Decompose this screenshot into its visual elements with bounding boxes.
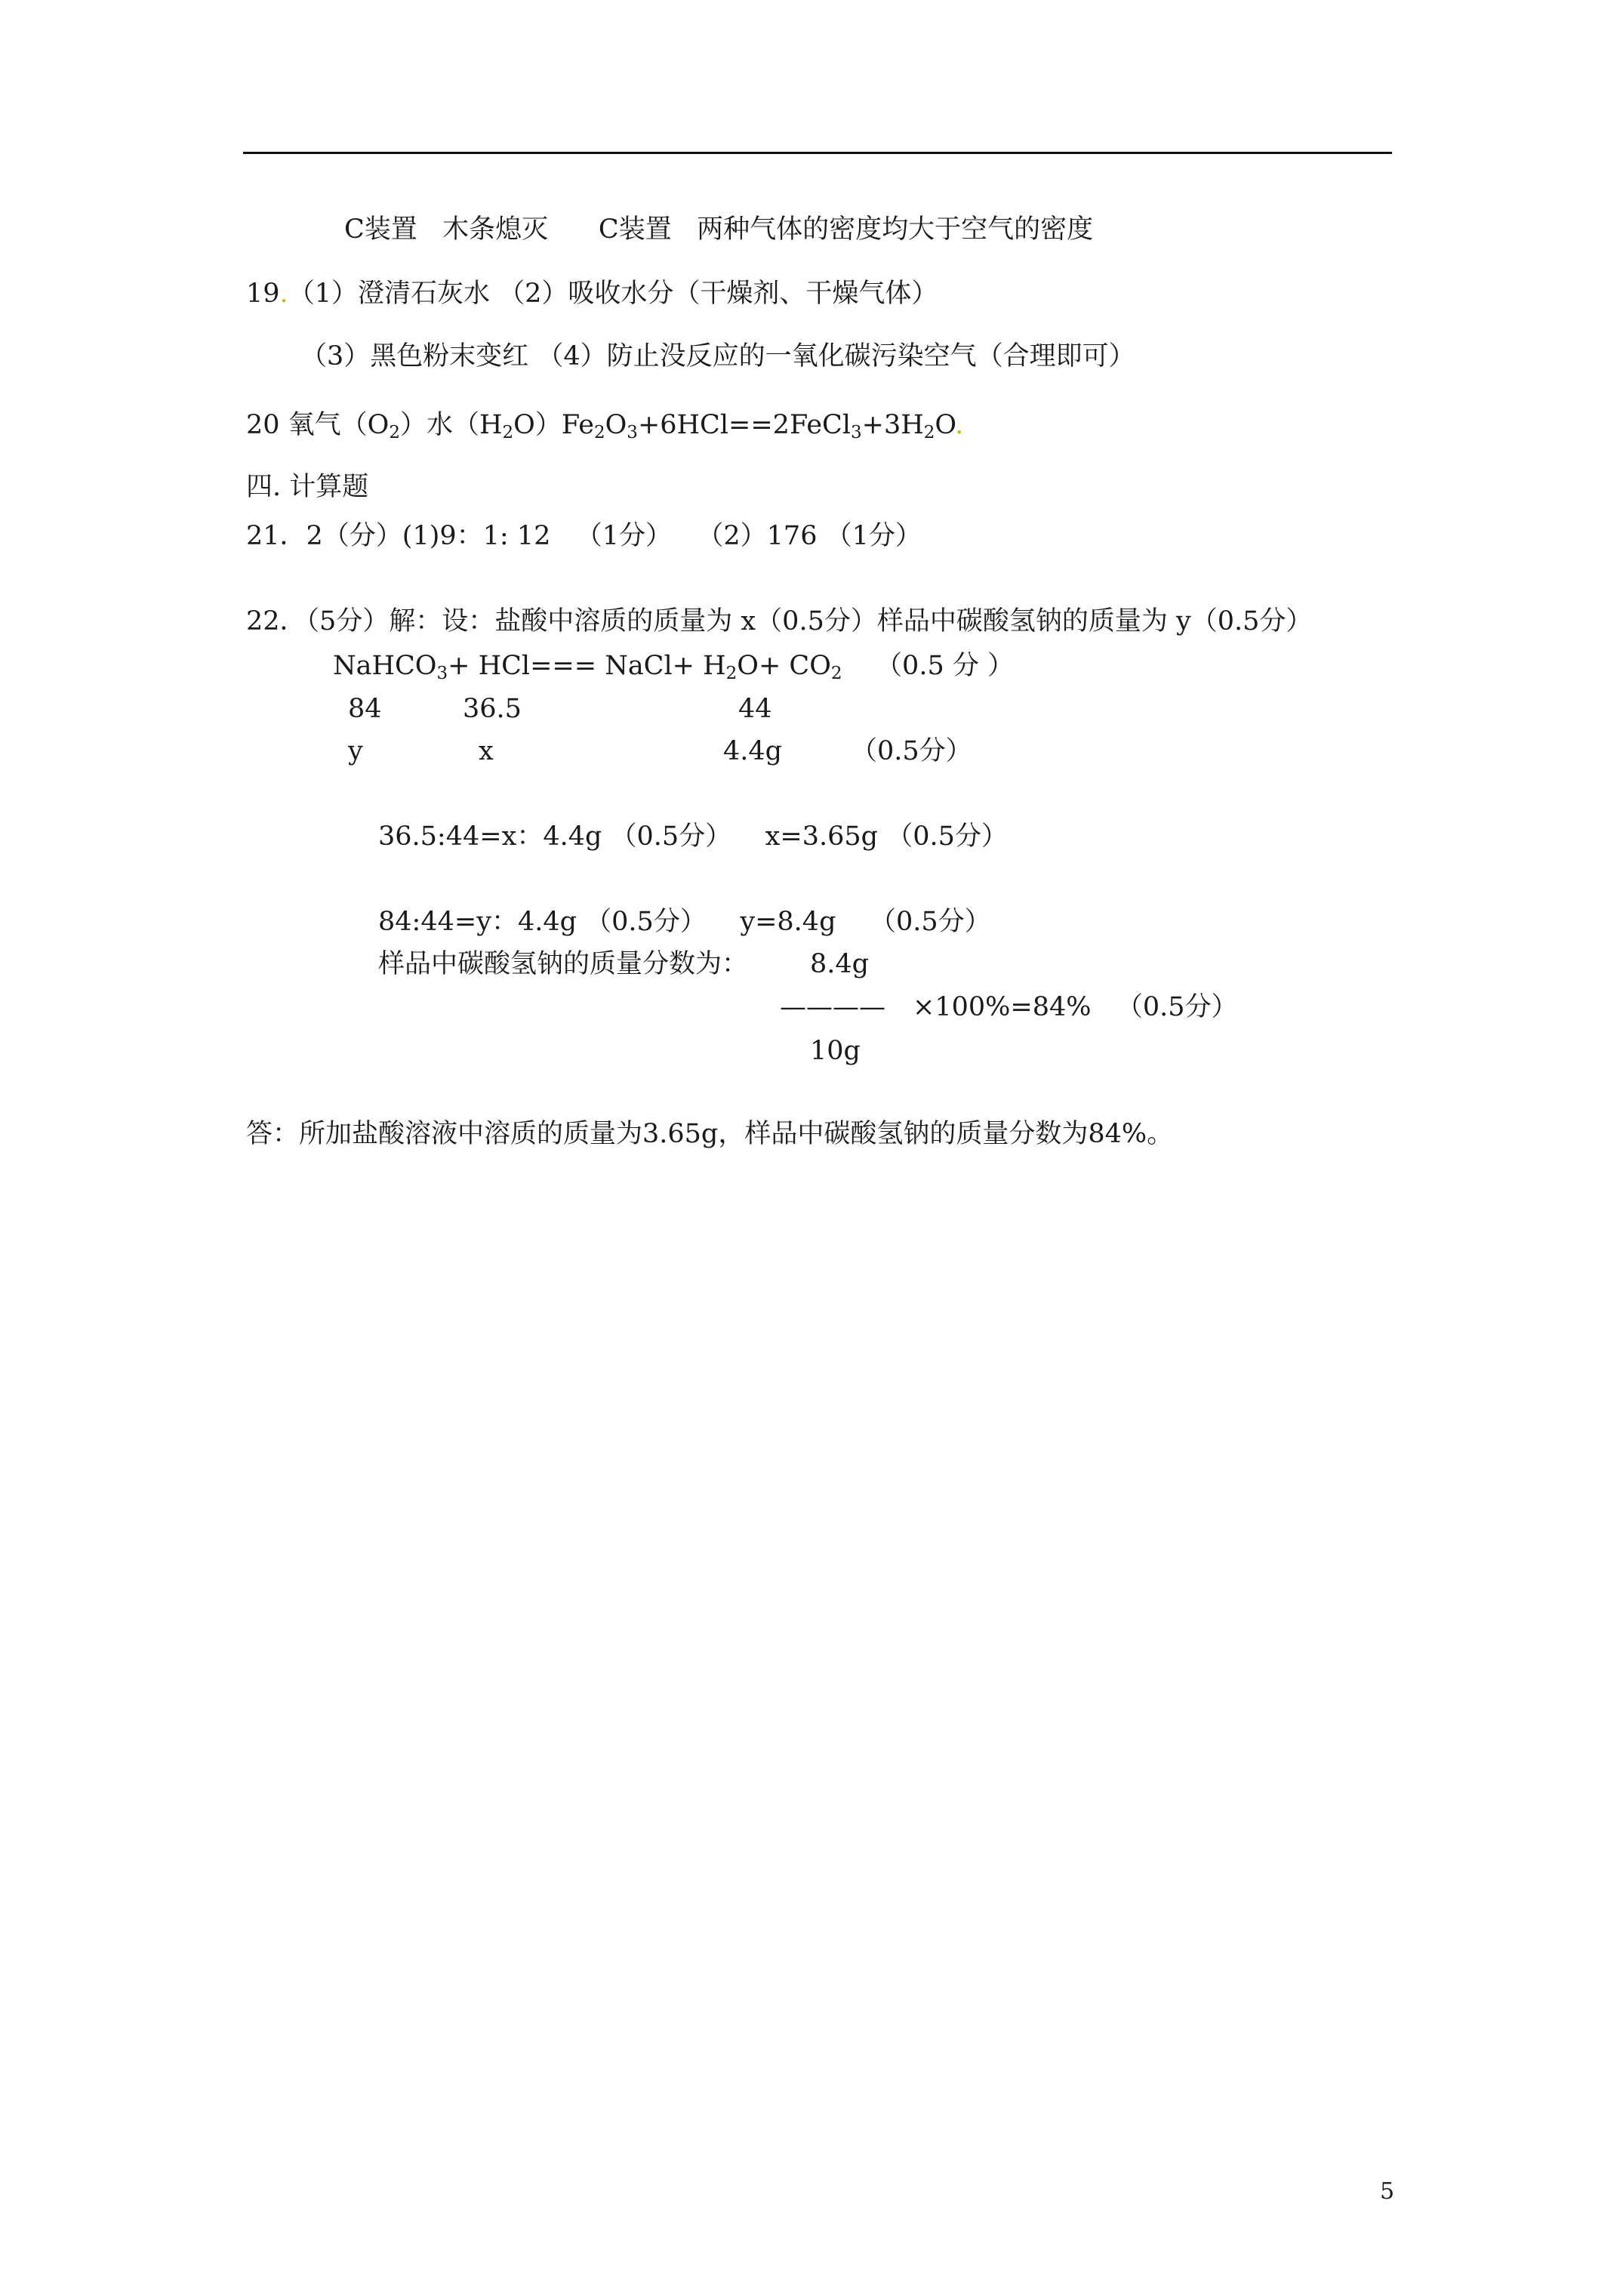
yellow-dot-mark: . — [955, 410, 964, 440]
solve-x-line: 36.5:44=x：4.4g （0.5分） x=3.65g （0.5分） — [378, 821, 1008, 852]
question-20-answer: 20 氧气$(O_2)$水$(H_2O)Fe_2O_3+6HCl==2FeCl_3+3H_2O$. — [246, 410, 964, 442]
question-19-line-2: （3）黑色粉末变红 （4）防止没反应的一氧化碳污染空气（合理即可） — [300, 341, 1135, 371]
fraction-result: ×100%=84% （0.5分） — [913, 992, 1238, 1022]
fraction-numerator: 8.4g — [810, 949, 870, 979]
question-22-equation: NaHCO$_3$+ HCl=== NaCl+ $H_2O+ CO_2$ （0.5 分 ） — [333, 651, 1014, 683]
yellow-dot-mark: . — [279, 279, 288, 309]
section-heading-calculation: 四. 计算题 — [246, 472, 369, 502]
question-19-answers-1-2: （1）澄清石灰水 （2）吸收水分（干燥剂、干燥气体） — [288, 279, 938, 309]
solve-y-line: 84:44=y：4.4g （0.5分） y=8.4g （0.5分） — [378, 907, 991, 937]
mass-co2: 4.4g — [723, 736, 783, 766]
molar-mass-co2: 44 — [738, 694, 772, 724]
question-19-line-1 — [246, 277, 938, 310]
answer-line-18-conclusion: C装置 木条熄灭 C装置 两种气体的密度均大于空气的密度 — [344, 214, 1094, 245]
fraction-denominator: 10g — [810, 1036, 861, 1066]
header-rule — [243, 152, 1392, 154]
molar-mass-hcl: 36.5 — [463, 694, 522, 724]
fraction-bar: ———— — [780, 992, 885, 1022]
mass-fraction-label: 样品中碳酸氢钠的质量分数为： — [378, 949, 749, 979]
molar-mass-nahco3: 84 — [348, 694, 382, 724]
score-mark: （0.5分） — [851, 736, 972, 766]
page-number: 5 — [1380, 2178, 1395, 2205]
unknown-x: x — [479, 736, 494, 766]
question-22-intro: 22．（5分）解：设：盐酸中溶质的质量为 x（0.5分）样品中碳酸氢钠的质量为 y（0.5分） — [246, 606, 1313, 636]
question-19-number: 19 — [246, 279, 280, 309]
question-21-answer: 21．2（分）(1)9：1: 12 （1分） （2）176 （1分） — [246, 521, 922, 551]
unknown-y: y — [348, 736, 363, 766]
final-answer: 答：所加盐酸溶液中溶质的质量为3.65g，样品中碳酸氢钠的质量分数为84%。 — [246, 1119, 1174, 1149]
